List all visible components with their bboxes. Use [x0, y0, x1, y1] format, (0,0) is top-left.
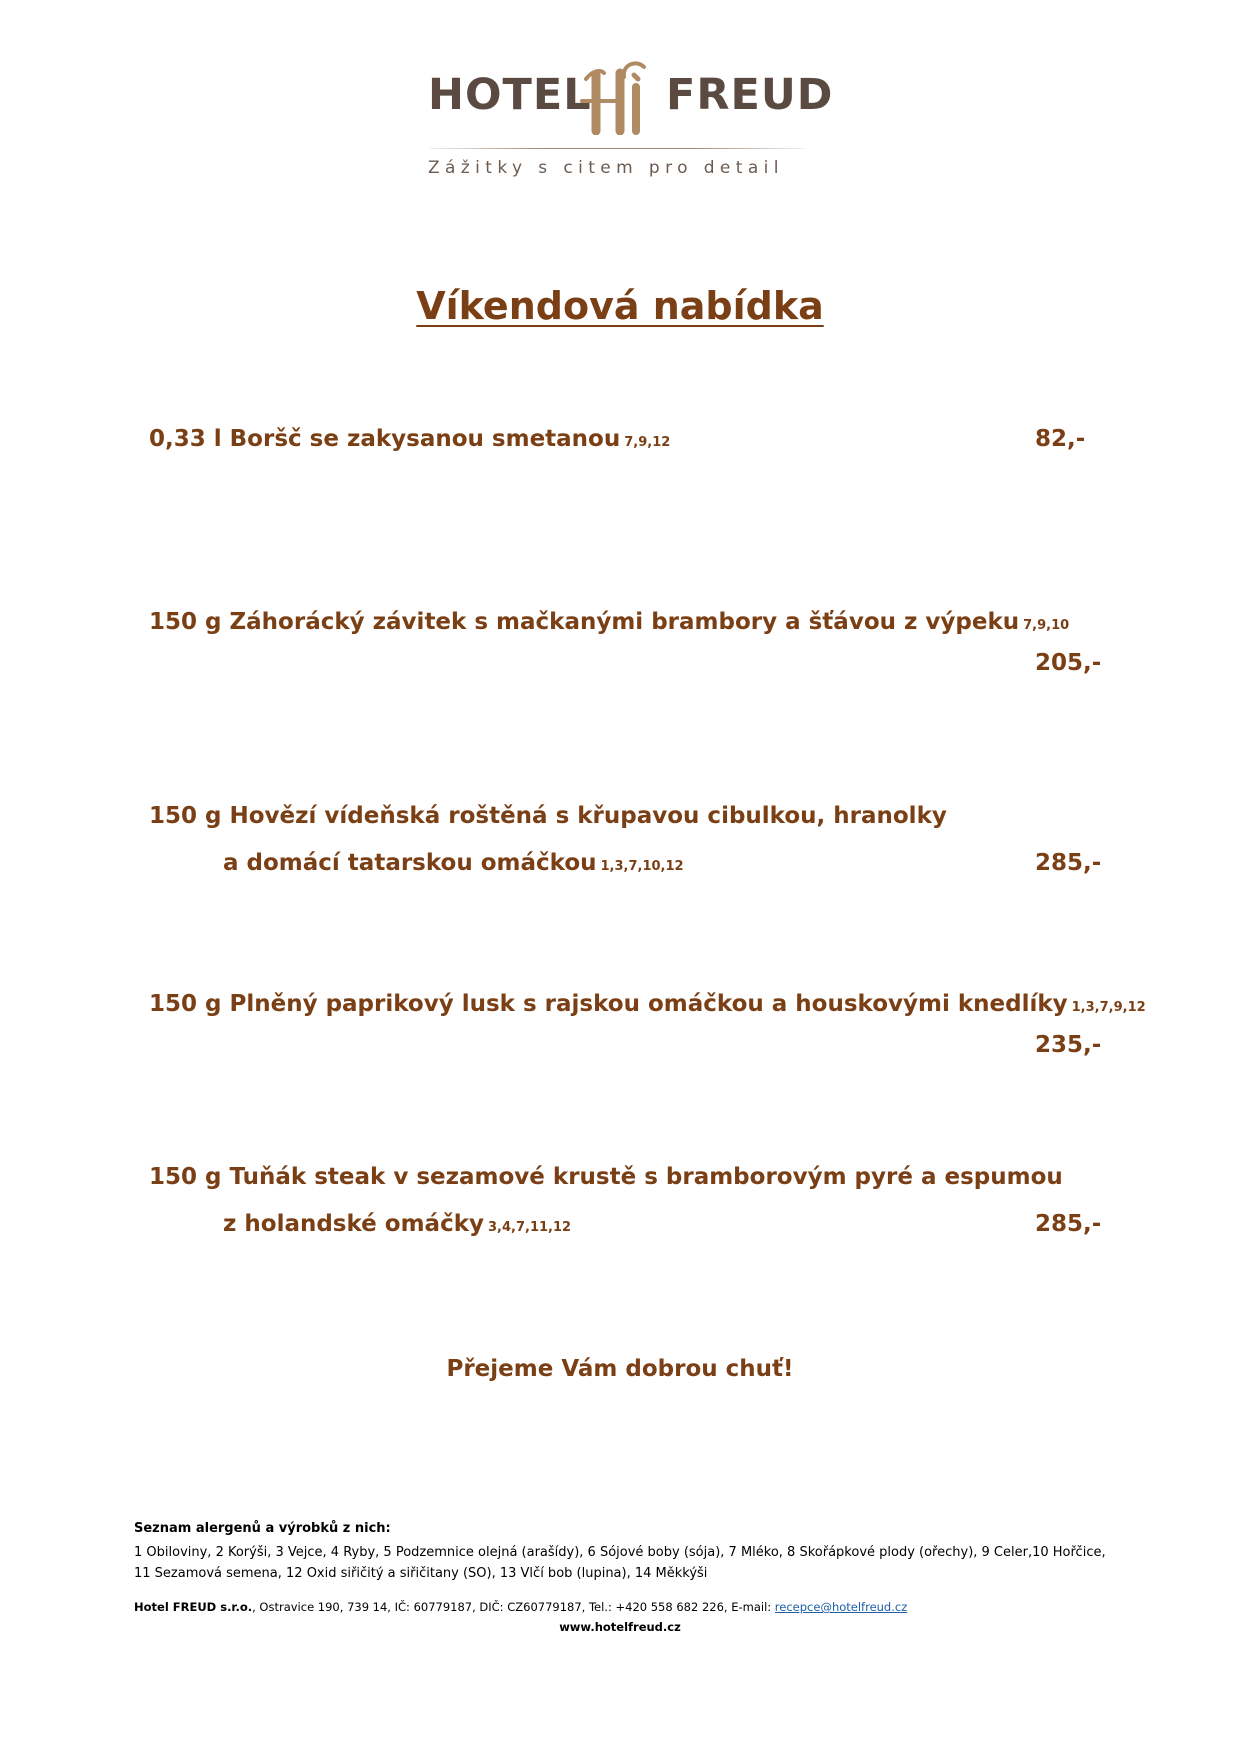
footer-email-link[interactable]: recepce@hotelfreud.cz [774, 1600, 908, 1614]
menu-item-3-name-line2 [223, 852, 684, 875]
menu-item-3-name-line1: 150 g Hovězí vídeňská roštěná s křupavou cibulkou, hranolky [149, 803, 947, 829]
footer-company-info [134, 1600, 1134, 1614]
allergen-list [134, 1542, 1134, 1584]
menu-item-1-price: 82,- [1035, 426, 1086, 452]
menu-item-2-text: 150 g Záhorácký závitek s mačkanými brambory a šťávou z výpeku [149, 609, 1020, 635]
menu-item-2-price: 205,- [1035, 650, 1102, 676]
menu-item-4-price: 235,- [1035, 1032, 1102, 1058]
footer-company-name: Hotel FREUD s.r.o. [134, 1600, 253, 1614]
logo-hotel-word: HOTEL [428, 70, 592, 120]
menu-item-1-allergens: 7,9,12 [624, 435, 671, 450]
menu-item-5-name-line2 [223, 1213, 571, 1236]
closing-wish: Přejeme Vám dobrou chuť! [446, 1356, 794, 1382]
hf-monogram-icon [574, 57, 658, 135]
menu-item-1-text: 0,33 l Boršč se zakysanou smetanou [149, 426, 621, 452]
menu-item-5-name-line1: 150 g Tuňák steak v sezamové krustě s bramborovým pyré a espumou [149, 1164, 1063, 1190]
footer-company-details: , Ostravice 190, 739 14, IČ: 60779187, DIČ: CZ60779187, Tel.: +420 558 682 226, E-mail: [252, 1600, 775, 1614]
menu-item-5-price: 285,- [1035, 1211, 1102, 1237]
logo-freud-word: FREUD [666, 70, 834, 120]
menu-item-4-name [149, 993, 1146, 1016]
menu-item-3-allergens: 1,3,7,10,12 [600, 859, 684, 874]
allergen-line-1: 1 Obiloviny, 2 Korýši, 3 Vejce, 4 Ryby, 5 Podzemnice olejná (arašídy), 6 Sójové boby (sója), 7 Mléko, 8 Skořápkové plody (ořechy), 9 Celer,10 Hořčice, [134, 1545, 1106, 1560]
allergen-line-2: 11 Sezamová semena, 12 Oxid siřičitý a siřičitany (SO), 13 Vlčí bob (lupina), 14 Měkkýši [134, 1566, 708, 1581]
menu-title: Víkendová nabídka [416, 284, 824, 328]
menu-item-1-name [149, 428, 670, 451]
menu-item-3-price: 285,- [1035, 850, 1102, 876]
footer-website[interactable]: www.hotelfreud.cz [559, 1620, 681, 1634]
menu-item-5-text: z holandské omáčky [223, 1211, 484, 1237]
menu-item-4-text: 150 g Plněný paprikový lusk s rajskou omáčkou a houskovými knedlíky [149, 991, 1068, 1017]
allergen-heading: Seznam alergenů a výrobků z nich: [134, 1521, 391, 1536]
menu-item-5-allergens: 3,4,7,11,12 [488, 1220, 572, 1235]
menu-item-4-allergens: 1,3,7,9,12 [1071, 1000, 1146, 1015]
logo-divider [430, 148, 805, 149]
menu-item-2-allergens: 7,9,10 [1023, 618, 1070, 633]
menu-item-2-name [149, 611, 1069, 634]
logo-tagline: Zážitky s citem pro detail [428, 158, 784, 178]
menu-item-3-text: a domácí tatarskou omáčkou [223, 850, 597, 876]
